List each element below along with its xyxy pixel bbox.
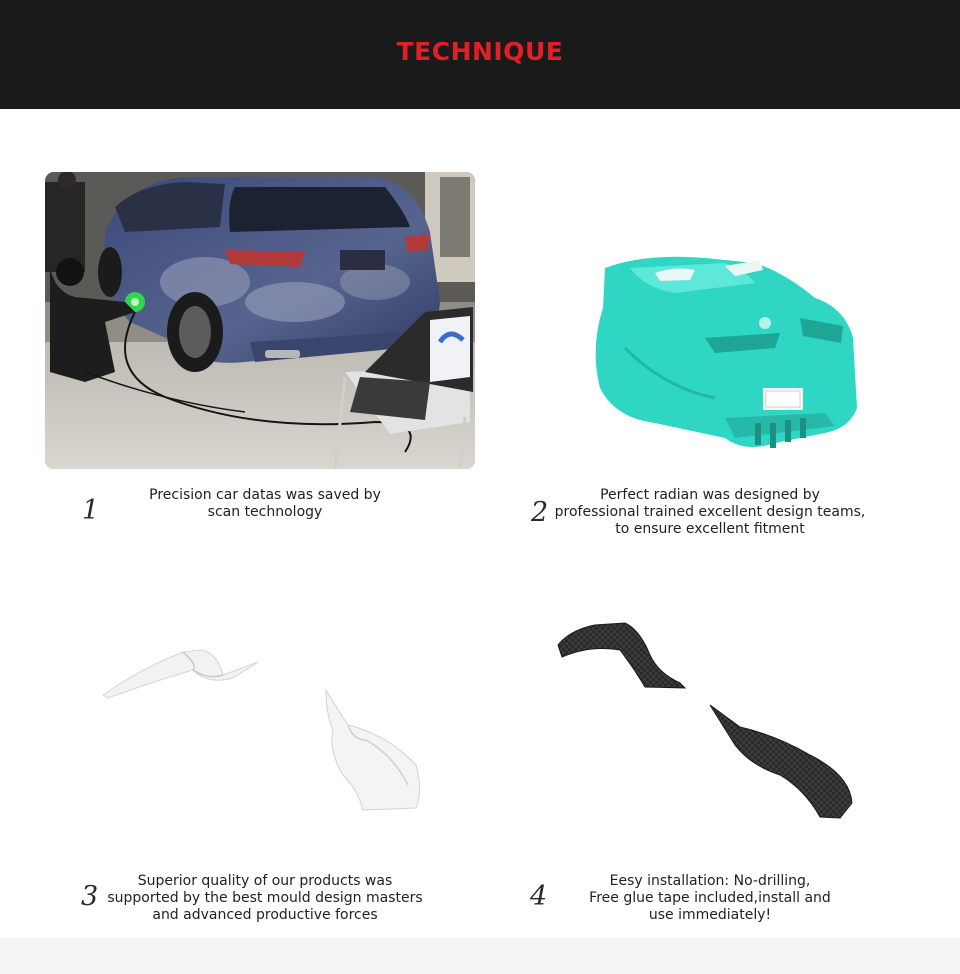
scan-model-image — [585, 248, 860, 463]
step-3-description: Superior quality of our products was supported by the best mould design masters and advanced productive forces — [107, 873, 423, 923]
step-number-2: 2 — [531, 497, 549, 528]
step-2-description: Perfect radian was designed by professional trained excellent design teams, to ensure excellent fitment — [554, 487, 866, 537]
step-number-3: 3 — [81, 881, 99, 912]
step-number-1: 1 — [82, 495, 100, 526]
scan-photo-image — [45, 172, 475, 469]
section-title: TECHNIQUE — [396, 37, 564, 66]
white-mould-parts-image — [98, 640, 428, 820]
step-4-description: Eesy installation: No-drilling, Free glue tape included,install and use immediately! — [589, 873, 831, 923]
footer-strip — [0, 938, 960, 974]
header-banner — [0, 0, 960, 109]
step-1-description: Precision car datas was saved by scan technology — [149, 487, 381, 520]
step-number-4: 4 — [530, 881, 548, 912]
carbon-fiber-parts-image — [550, 615, 860, 830]
